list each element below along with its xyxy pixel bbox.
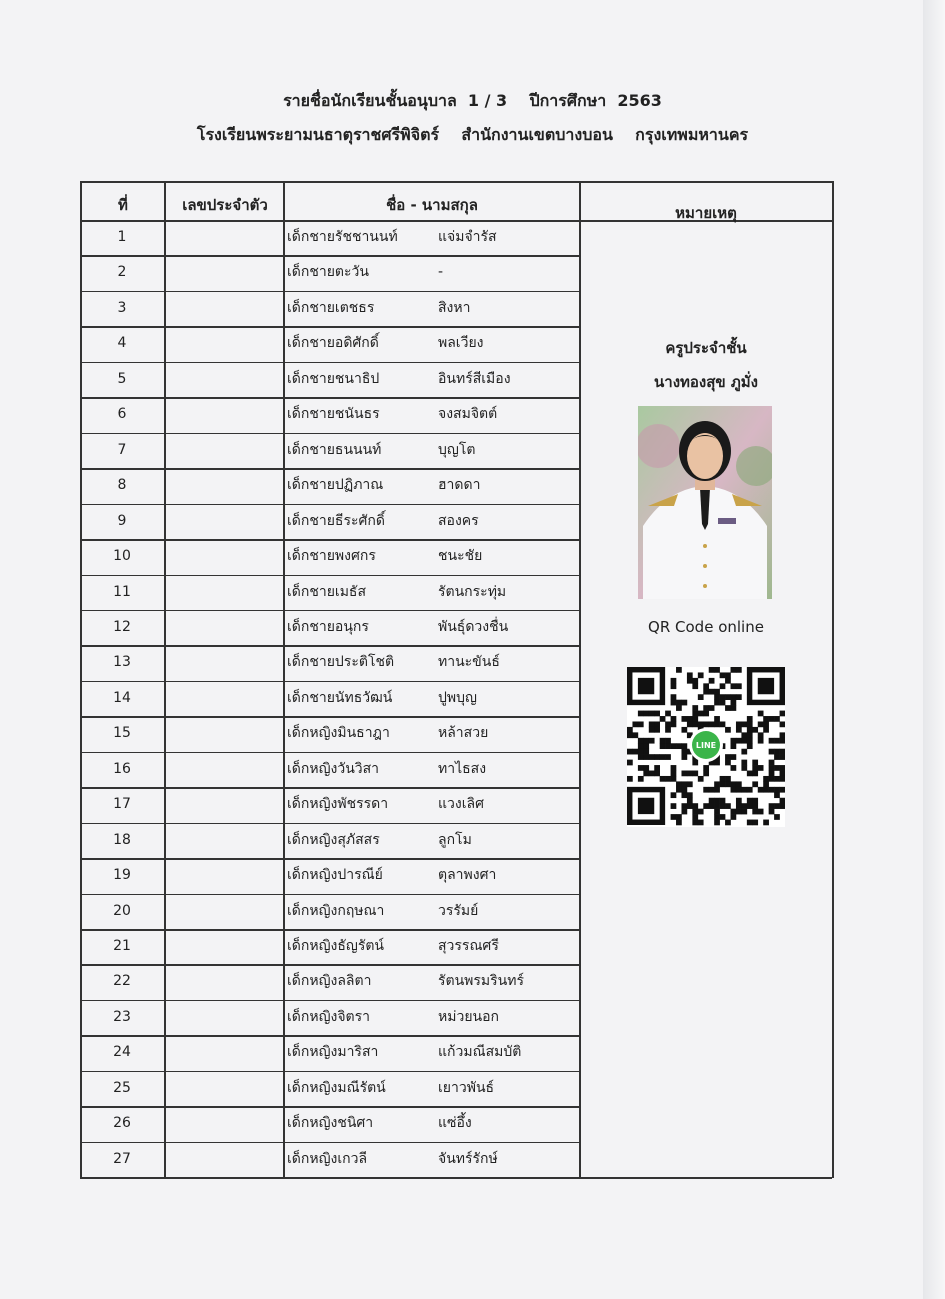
student-last-name: อินทร์สีเมือง (438, 370, 511, 387)
student-last-name: สิงหา (438, 299, 471, 316)
row-divider (80, 894, 579, 896)
header-student-id: เลขประจำตัว (182, 196, 268, 214)
row-divider (80, 1106, 579, 1108)
row-number: 6 (117, 406, 127, 423)
student-last-name: ทาไธสง (438, 760, 487, 777)
student-last-name: รัตนพรมรินทร์ (438, 973, 524, 990)
row-number: 22 (113, 973, 131, 990)
row-number: 17 (113, 796, 131, 813)
student-last-name: ลูกโม (438, 831, 472, 848)
row-divider (80, 433, 579, 435)
student-last-name: จันทร์รักษ์ (438, 1150, 498, 1167)
student-last-name: ทานะขันธ์ (438, 654, 500, 671)
page-title: รายชื่อนักเรียนชั้นอนุบาล 1 / 3 ปีการศึกษา 2563 (283, 91, 662, 110)
row-number: 13 (113, 654, 131, 671)
row-divider (80, 681, 579, 683)
row-number: 10 (113, 548, 131, 565)
header-no: ที่ (118, 196, 128, 214)
row-divider (80, 964, 579, 966)
row-number: 1 (117, 229, 127, 245)
row-divider (80, 858, 579, 860)
student-last-name: แจ่มจำรัส (438, 229, 497, 245)
student-first-name: เด็กชายปฏิภาณ (287, 477, 384, 494)
row-number: 18 (113, 831, 131, 848)
header-remark: หมายเหตุ (675, 204, 737, 222)
student-first-name: เด็กหญิงธัญรัตน์ (287, 938, 385, 954)
table-border-bottom (80, 1177, 832, 1179)
row-number: 4 (117, 335, 127, 352)
student-last-name: - (438, 264, 444, 281)
student-last-name: พันธุ์ดวงชื่น (438, 618, 509, 635)
student-last-name: เยาวพันธ์ (438, 1079, 495, 1096)
student-first-name: เด็กหญิงวันวิสา (287, 760, 380, 777)
row-number: 20 (113, 902, 131, 919)
student-first-name: เด็กหญิงสุภัสสร (287, 831, 380, 848)
table-border-top (80, 181, 832, 183)
student-first-name: เด็กหญิงมาริสา (287, 1044, 379, 1061)
row-number: 7 (117, 441, 127, 458)
student-last-name: บุญโต (438, 441, 476, 458)
student-first-name: เด็กหญิงมินธาฎา (287, 725, 390, 742)
student-first-name: เด็กหญิงปารณีย์ (287, 867, 383, 884)
header-name: ชื่อ - นามสกุล (386, 196, 478, 214)
row-divider (80, 1035, 579, 1037)
student-last-name: รัตนกระทุ่ม (438, 583, 507, 600)
line-logo-text: LINE (695, 741, 717, 750)
row-number: 16 (113, 760, 131, 777)
student-first-name: เด็กหญิงเกวลี (287, 1150, 368, 1167)
student-first-name: เด็กหญิงกฤษณา (287, 902, 385, 919)
row-divider (80, 468, 579, 470)
school-subtitle: โรงเรียนพระยามนธาตุราชศรีพิจิตร์ สำนักงานเขตบางบอน กรุงเทพมหานคร (196, 125, 749, 144)
student-last-name: แก้วมณีสมบัติ (438, 1044, 522, 1061)
student-first-name: เด็กชายเมธัส (287, 583, 367, 600)
student-last-name: หล้าสวย (438, 725, 489, 742)
row-number: 12 (113, 618, 131, 635)
row-divider (80, 539, 579, 541)
paper-edge (923, 0, 945, 1299)
student-first-name: เด็กชายตะวัน (287, 264, 369, 281)
student-first-name: เด็กชายชนันธร (287, 406, 380, 423)
row-divider (80, 255, 579, 257)
column-line (579, 181, 581, 1178)
row-divider (80, 716, 579, 718)
student-first-name: เด็กชายพงศกร (287, 548, 376, 565)
column-line (283, 181, 285, 1178)
qr-code[interactable] (627, 667, 785, 827)
student-last-name: แซ่อึ้ง (438, 1115, 472, 1132)
row-number: 26 (113, 1115, 131, 1132)
row-number: 19 (113, 867, 131, 884)
row-divider (80, 326, 579, 328)
column-line (832, 181, 834, 1178)
row-number: 27 (113, 1150, 131, 1167)
row-number: 5 (117, 370, 127, 387)
teacher-name: นางทองสุข ภูมั่ง (654, 373, 758, 391)
row-divider (80, 645, 579, 647)
row-number: 8 (117, 477, 127, 494)
student-last-name: สุวรรณศรี (438, 938, 499, 954)
student-last-name: ตุลาพงศา (438, 867, 497, 884)
student-first-name: เด็กชายรัชชานนท์ (287, 229, 398, 245)
student-last-name: พลเวียง (438, 335, 484, 352)
row-divider (80, 823, 579, 825)
student-first-name: เด็กชายอนุกร (287, 618, 369, 635)
row-number: 15 (113, 725, 131, 742)
row-number: 3 (117, 299, 127, 316)
student-last-name: แวงเลิศ (438, 796, 484, 813)
student-first-name: เด็กหญิงจิตรา (287, 1008, 371, 1025)
row-divider (80, 1071, 579, 1073)
student-first-name: เด็กหญิงชนิศา (287, 1115, 374, 1132)
student-last-name: จงสมจิตต์ (438, 406, 498, 423)
row-number: 9 (117, 512, 127, 529)
student-last-name: ฮาดดา (438, 477, 481, 494)
row-divider (80, 1000, 579, 1002)
row-divider (80, 291, 579, 293)
student-first-name: เด็กชายธนนนท์ (287, 441, 382, 458)
row-divider (80, 929, 579, 931)
row-number: 14 (113, 689, 131, 706)
row-divider (80, 787, 579, 789)
column-line (80, 181, 82, 1178)
row-number: 23 (113, 1008, 131, 1025)
teacher-title: ครูประจำชั้น (665, 339, 747, 357)
student-last-name: สองคร (438, 512, 479, 529)
row-divider (80, 1142, 579, 1144)
student-last-name: ชนะชัย (438, 548, 483, 565)
row-divider (80, 575, 579, 577)
row-number: 25 (113, 1079, 131, 1096)
row-number: 24 (113, 1044, 131, 1061)
row-number: 2 (117, 264, 127, 281)
row-number: 21 (113, 938, 131, 954)
student-first-name: เด็กชายธีระศักดิ์ (287, 512, 385, 529)
column-line (164, 181, 166, 1178)
student-first-name: เด็กหญิงมณีรัตน์ (287, 1079, 386, 1096)
row-divider (80, 610, 579, 612)
row-number: 11 (113, 583, 131, 600)
student-first-name: เด็กชายประติโชติ (287, 654, 395, 671)
student-first-name: เด็กชายเตชธร (287, 299, 375, 316)
student-first-name: เด็กหญิงพัชรรดา (287, 796, 389, 813)
student-last-name: วรรัมย์ (438, 902, 479, 919)
teacher-photo (638, 406, 772, 599)
row-divider (80, 752, 579, 754)
row-divider (80, 397, 579, 399)
row-divider (80, 362, 579, 364)
student-first-name: เด็กชายอดิศักดิ์ (287, 335, 379, 352)
student-last-name: ปูพบุญ (438, 689, 477, 706)
student-first-name: เด็กหญิงลลิตา (287, 973, 372, 990)
qr-label: QR Code online (648, 618, 764, 636)
student-last-name: หม่วยนอก (438, 1008, 499, 1025)
row-divider (80, 504, 579, 506)
student-first-name: เด็กชายชนาธิป (287, 370, 380, 387)
student-first-name: เด็กชายนัทธวัฒน์ (287, 689, 393, 706)
